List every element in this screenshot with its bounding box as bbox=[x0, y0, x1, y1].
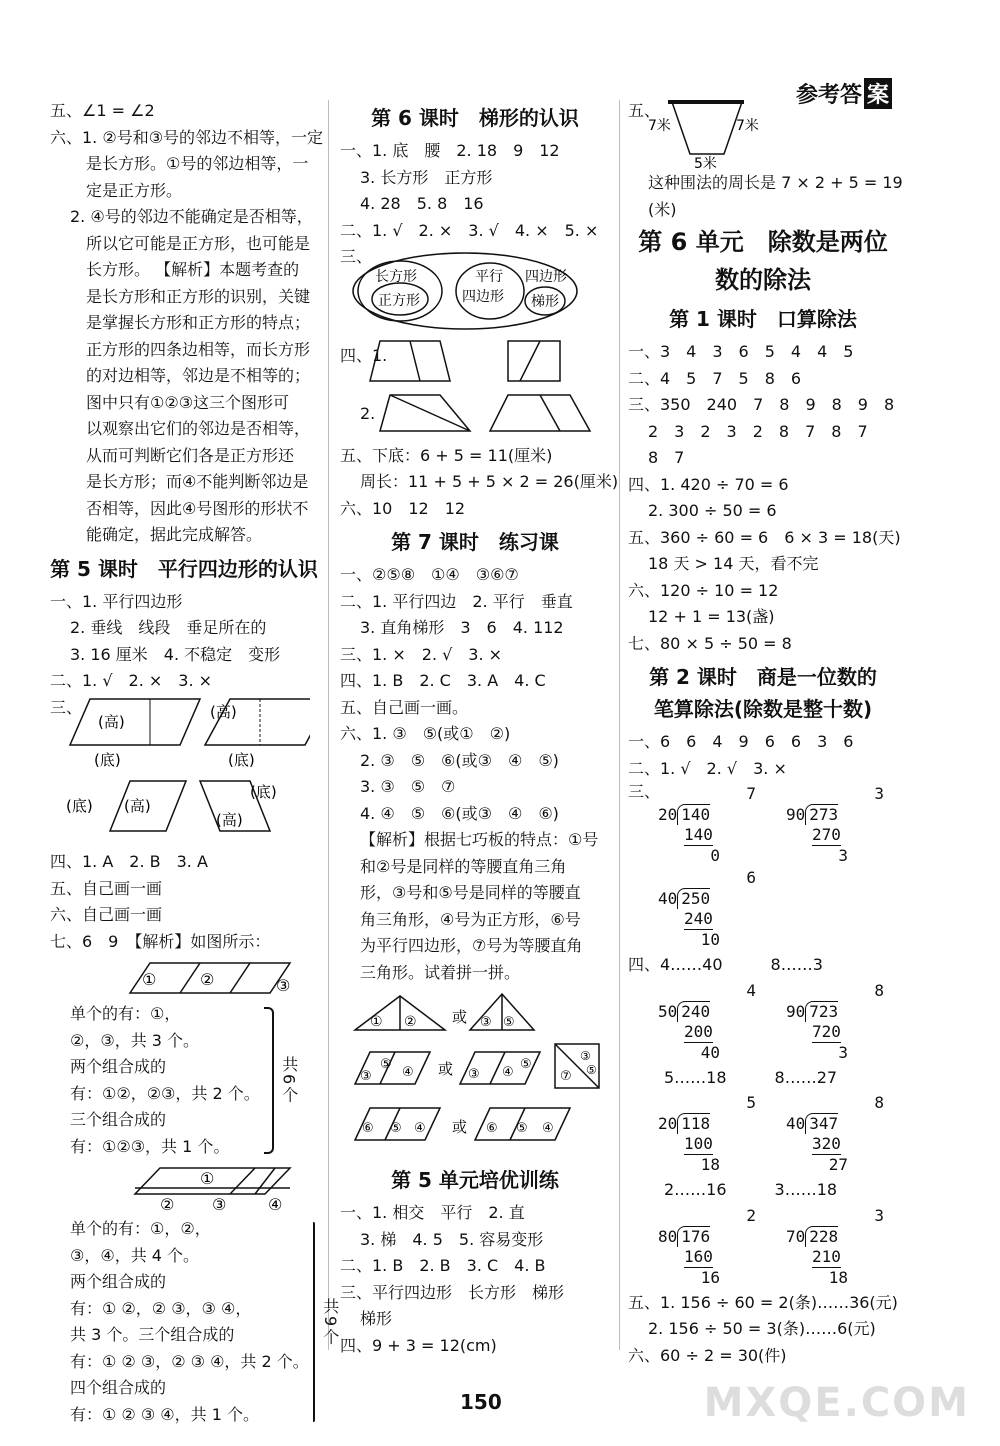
long-division-row bbox=[628, 1206, 898, 1288]
tangram-figures bbox=[340, 990, 610, 1160]
text-line: 四、1. bbox=[340, 345, 388, 365]
text-line: 4. ④ ⑤ ⑥(或③ ④ ⑥) bbox=[360, 803, 559, 823]
text-line: ③，④，共 4 个。 bbox=[70, 1245, 200, 1265]
divisor: 40 bbox=[786, 1114, 806, 1133]
product: 320 bbox=[812, 1134, 841, 1153]
text-line: 3. 16 厘米 4. 不稳定 变形 bbox=[70, 644, 281, 664]
venn-label: 长方形 bbox=[375, 268, 417, 285]
quotient: 3 bbox=[874, 1205, 884, 1225]
quotient: 4 bbox=[746, 980, 756, 1000]
remainder: 18 bbox=[828, 1267, 848, 1287]
header-title: 参考答 案 bbox=[796, 78, 892, 109]
or-label: 或 bbox=[452, 1008, 468, 1026]
text-line: 六、120 ÷ 10 = 12 bbox=[628, 580, 779, 600]
region-label: ③ bbox=[212, 1195, 227, 1212]
divisor: 40 bbox=[658, 889, 678, 908]
product: 270 bbox=[812, 825, 841, 844]
text-line: 是长方形；而④不能判断邻边是 bbox=[86, 472, 309, 491]
divisor-dividend bbox=[786, 804, 886, 825]
divisor-dividend bbox=[786, 1226, 886, 1247]
count-group-2 bbox=[50, 1216, 340, 1428]
dividend: 140 bbox=[677, 804, 710, 825]
text-line: 六、60 ÷ 2 = 30(件) bbox=[628, 1345, 787, 1365]
long-division bbox=[658, 868, 758, 950]
column-2 bbox=[340, 98, 619, 1359]
text-line: 四、1. A 2. B 3. A bbox=[50, 852, 208, 871]
text-line: 一、1. 底 腰 2. 18 9 12 bbox=[340, 141, 560, 160]
or-label: 或 bbox=[438, 1060, 454, 1078]
region-label: ① bbox=[142, 970, 157, 989]
divisor-dividend bbox=[658, 804, 758, 825]
trapezoid-figures bbox=[340, 335, 610, 443]
text-line: 四、1. 420 ÷ 70 = 6 bbox=[628, 474, 789, 494]
text-line: 有：① ② ③，② ③ ④，共 2 个。 bbox=[70, 1351, 309, 1371]
product-line bbox=[786, 1134, 886, 1155]
long-division bbox=[786, 1206, 886, 1288]
text-line: 的对边相等，邻边是不相等的； bbox=[86, 366, 311, 385]
or-label: 或 bbox=[452, 1118, 468, 1136]
text-line: 2. 垂线 线段 垂足所在的 bbox=[70, 618, 267, 637]
product-line bbox=[786, 1022, 886, 1043]
tangram-piece-label: ⑥ bbox=[486, 1121, 498, 1136]
tangram-piece-label: ③ bbox=[480, 1015, 492, 1030]
base-label: (底) bbox=[250, 783, 277, 801]
text-line: 六、10 12 12 bbox=[340, 498, 466, 518]
product-line bbox=[658, 1247, 758, 1268]
product: 240 bbox=[684, 909, 713, 928]
remainder: 16 bbox=[700, 1267, 720, 1287]
text-line: 有：①②③，共 1 个。 bbox=[70, 1136, 230, 1156]
product: 160 bbox=[684, 1246, 713, 1266]
product: 720 bbox=[812, 1021, 841, 1041]
text-line: 五、1. 156 ÷ 60 = 2(条)……36(元) bbox=[628, 1292, 898, 1312]
quotient: 3 bbox=[874, 784, 884, 803]
text-line: 这种围法的周长是 7 × 2 + 5 = 19 bbox=[648, 173, 903, 192]
remainder: 10 bbox=[700, 930, 720, 949]
text-line: 二、1. √ 2. √ 3. × bbox=[628, 758, 787, 778]
quotient: 8 bbox=[874, 1093, 884, 1112]
tangram-piece-label: ⑤ bbox=[503, 1015, 515, 1030]
text-line: 有：① ②，② ③，③ ④， bbox=[70, 1298, 252, 1318]
dividend: 347 bbox=[805, 1113, 838, 1134]
text-line: 从而可判断它们各是正方形还 bbox=[86, 445, 295, 465]
text-line: 二、4 5 7 5 8 6 bbox=[628, 368, 802, 388]
height-label: (高) bbox=[98, 713, 125, 731]
column-divider bbox=[619, 100, 620, 1350]
dividend: 250 bbox=[677, 888, 710, 909]
venn-label: 四边形 bbox=[525, 268, 567, 285]
text-line: 二、1. √ 2. × 3. √ 4. × 5. × bbox=[340, 220, 599, 240]
dividend: 176 bbox=[677, 1226, 710, 1247]
text-line: 长方形。 【解析】本题考查的 bbox=[86, 260, 300, 279]
text-line: 为平行四边形，⑦号为等腰直角 bbox=[360, 936, 583, 955]
remainder: 3 bbox=[838, 846, 848, 865]
dividend: 723 bbox=[805, 1001, 838, 1022]
divisor: 90 bbox=[786, 805, 806, 824]
text-line: 以观察出它们的邻边是否相等， bbox=[86, 419, 311, 438]
base-label: (底) bbox=[94, 751, 121, 769]
text-line: 五、360 ÷ 60 = 6 6 × 3 = 18(天) bbox=[628, 527, 901, 547]
brace bbox=[264, 1007, 274, 1154]
fence-side-label: 7米 bbox=[648, 118, 671, 134]
product-line bbox=[786, 1247, 886, 1268]
text-line: 六、1. ③ ⑤(或① ②) bbox=[340, 724, 511, 743]
text-line: 12 + 1 = 13(盏) bbox=[648, 607, 775, 626]
divisor: 50 bbox=[658, 1001, 678, 1021]
section-title: 第 7 课时 练习课 bbox=[391, 530, 559, 554]
product-line bbox=[658, 825, 758, 846]
region-label: ② bbox=[160, 1195, 175, 1212]
header-title-box: 案 bbox=[864, 78, 892, 109]
quotient: 5 bbox=[746, 1093, 756, 1112]
product: 100 bbox=[684, 1134, 713, 1153]
text-line: 一、②⑤⑧ ①④ ③⑥⑦ bbox=[340, 565, 519, 584]
divisor: 80 bbox=[658, 1226, 678, 1246]
text-line: 形，③号和⑤号是同样的等腰直 bbox=[360, 883, 581, 902]
dividend: 118 bbox=[677, 1113, 710, 1134]
text-line: ②，③，共 3 个。 bbox=[70, 1030, 200, 1050]
tangram-piece-label: ⑦ bbox=[560, 1069, 572, 1084]
divisor-dividend bbox=[658, 888, 758, 909]
column-3: 五、 7米 7米 5米 这种围法的周长是 7 × 2 + 5 = 19 (米) 第 6 单元 除数是两位 数的除法 第 1 课时 口算除法 一、3 4 3 6 5 4 4 5 二、4 5 7 5 8 6 三、350 240 7 8 9 8 9 8 2 3 2 3 2 8 7 8 7 8 7 四、1. 420 ÷ 70 = 6 2. 300 ÷ 50 = 6 五、360 ÷ 60 = 6 6 × 3 = 18(天) 18 天 > 14 天，看不完 六、120 ÷ 10 = 12 12 + 1 = 13(盏) 七、80 × 5 ÷ 50 = 8 第 2 课时 商是一位数的 笔算除法(除数是整十数) 一、6 6 4 9 6 6 3 6 二、1. √ 2. √ 3. × 三、 7 20 140 140 0 3 90 273 270 3 6 40 250 240 10 四、4……40 8……3 4 50 240 200 40 8 90 723 720 3 5……18 8……27 5 20 118 100 18 8 40 347 320 27 2……16 3……18 2 80 176 160 16 3 70 228 210 18 五、1. 156 ÷ 60 = 2(条)……36(元) 2. 156 ÷ 50 = 3(条)……6(元) 六、60 ÷ 2 = 30(件) bbox=[628, 98, 898, 1369]
divisor-dividend bbox=[658, 1113, 758, 1134]
tangram-piece-label: ③ bbox=[580, 1049, 591, 1063]
divisor-dividend bbox=[658, 1001, 758, 1022]
text-line: 4. 28 5. 8 16 bbox=[360, 194, 484, 213]
unit-title: 数的除法 bbox=[715, 266, 811, 294]
product: 210 bbox=[812, 1246, 841, 1266]
parallelogram-count-figure-1 bbox=[50, 959, 310, 997]
text-line: 五、 bbox=[628, 101, 661, 120]
divisor: 70 bbox=[786, 1226, 806, 1246]
text-line: 有：①②，②③，共 2 个。 bbox=[70, 1083, 260, 1103]
text-line: 是长方形。①号的邻边相等，一 bbox=[86, 154, 309, 173]
quotient: 6 bbox=[746, 868, 756, 887]
tangram-piece-label: ⑤ bbox=[516, 1121, 528, 1136]
section-title: 第 1 课时 口算除法 bbox=[669, 307, 857, 331]
text-line: (米) bbox=[648, 199, 677, 219]
text-line: 三、 bbox=[50, 697, 83, 717]
text-line: 共 3 个。三个组合成的 bbox=[70, 1325, 235, 1344]
venn-label: 四边形 bbox=[462, 288, 504, 305]
text-line: 三、350 240 7 8 9 8 9 8 bbox=[628, 395, 895, 414]
height-label: (高) bbox=[124, 797, 151, 815]
text-line: 2. ③ ⑤ ⑥(或③ ④ ⑤) bbox=[360, 750, 559, 770]
long-division bbox=[786, 1093, 886, 1175]
section-title: 第 5 单元培优训练 bbox=[391, 1168, 559, 1192]
long-division bbox=[786, 784, 886, 866]
text-line: 五、自己画一画。 bbox=[340, 697, 469, 717]
fence-side-label: 5米 bbox=[694, 156, 717, 170]
trapezoid-split-figure bbox=[340, 335, 600, 443]
text-line: 单个的有：①，②， bbox=[70, 1219, 211, 1238]
text-line: 五、自己画一画 bbox=[50, 878, 163, 898]
dividend: 273 bbox=[805, 804, 838, 825]
long-division bbox=[658, 1093, 758, 1175]
text-line: 2. 156 ÷ 50 = 3(条)……6(元) bbox=[648, 1319, 876, 1338]
divisor-dividend bbox=[786, 1113, 886, 1134]
divisor: 20 bbox=[658, 805, 678, 824]
text-line: 三个组合成的 bbox=[70, 1110, 167, 1129]
text-line: 三、平行四边形 长方形 梯形 bbox=[340, 1282, 565, 1302]
text-line: 定是正方形。 bbox=[86, 180, 183, 200]
text-line: 3. 长方形 正方形 bbox=[360, 167, 493, 187]
text-line: 七、80 × 5 ÷ 50 = 8 bbox=[628, 633, 792, 653]
tangram-piece-label: ⑤ bbox=[520, 1057, 532, 1072]
tangram-piece-label: ③ bbox=[360, 1069, 372, 1084]
product: 200 bbox=[684, 1021, 713, 1041]
section-title: 第 5 课时 平行四边形的认识 bbox=[50, 556, 318, 581]
tangram-piece-label: ④ bbox=[414, 1121, 426, 1136]
long-division bbox=[658, 1206, 758, 1288]
text-line: 五、下底：6 + 5 = 11(厘米) bbox=[340, 445, 553, 465]
text-line: 一、3 4 3 6 5 4 4 5 bbox=[628, 342, 854, 361]
text-line: 2. bbox=[360, 403, 376, 423]
base-label: (底) bbox=[66, 797, 93, 815]
text-line: 一、1. 相交 平行 2. 直 bbox=[340, 1203, 525, 1222]
page-number: 150 bbox=[460, 1390, 502, 1414]
text-line: 【解析】根据七巧板的特点：①号 bbox=[360, 830, 599, 849]
remainder: 40 bbox=[700, 1042, 720, 1062]
text-line: 三、1. × 2. √ 3. × bbox=[340, 644, 503, 664]
tangram-piece-label: ③ bbox=[468, 1067, 480, 1082]
region-label: ③ bbox=[276, 976, 291, 995]
divisor: 90 bbox=[786, 1001, 806, 1021]
text-line: 角三角形，④号为正方形，⑥号 bbox=[360, 909, 581, 929]
text-line: 周长：11 + 5 + 5 × 2 = 26(厘米) bbox=[360, 472, 619, 491]
section-title: 第 6 课时 梯形的认识 bbox=[371, 106, 579, 130]
column-divider bbox=[328, 100, 329, 1350]
text-line: 五、∠1 = ∠2 bbox=[50, 101, 155, 120]
venn-label: 正方形 bbox=[378, 292, 420, 309]
long-division bbox=[786, 981, 886, 1063]
remainder: 3 bbox=[838, 1042, 848, 1062]
text-line: 二、1. B 2. B 3. C 4. B bbox=[340, 1256, 546, 1275]
watermark: MXQE.COM bbox=[703, 1380, 970, 1426]
quotient: 7 bbox=[746, 784, 756, 803]
text-line: 2……16 3……18 bbox=[664, 1180, 838, 1199]
height-label: (高) bbox=[216, 811, 243, 829]
remainder: 27 bbox=[828, 1155, 848, 1174]
section-title: 第 2 课时 商是一位数的 bbox=[649, 665, 877, 689]
tangram-piece-label: ④ bbox=[542, 1121, 554, 1136]
divisor: 20 bbox=[658, 1114, 678, 1133]
quadrilateral-venn-diagram bbox=[340, 251, 600, 331]
text-line: 二、1. √ 2. × 3. × bbox=[50, 671, 213, 690]
text-line: 2. ④号的邻边不能确定是否相等， bbox=[70, 207, 313, 226]
product-line bbox=[658, 1022, 758, 1043]
text-line: 四、9 + 3 = 12(cm) bbox=[340, 1335, 497, 1355]
fence-trapezoid-figure bbox=[628, 98, 868, 170]
tangram-piece-label: ⑥ bbox=[362, 1121, 374, 1136]
tangram-piece-label: ② bbox=[404, 1014, 417, 1030]
text-line: 所以它可能是正方形，也可能是 bbox=[86, 233, 311, 253]
text-line: 2. 300 ÷ 50 = 6 bbox=[648, 501, 777, 520]
long-division-row bbox=[628, 868, 898, 950]
quotient: 2 bbox=[746, 1205, 756, 1225]
parallelogram-height-figure bbox=[50, 695, 310, 845]
height-label: (高) bbox=[210, 703, 237, 721]
region-label: ① bbox=[200, 1169, 215, 1188]
text-line: 一、1. 平行四边形 bbox=[50, 591, 183, 611]
text-line: 一、6 6 4 9 6 6 3 6 bbox=[628, 732, 854, 751]
text-line: 四、1. B 2. C 3. A 4. C bbox=[340, 671, 546, 690]
tangram-piece-label: ⑤ bbox=[586, 1063, 597, 1077]
text-line: 和②号是同样的等腰直角三角 bbox=[360, 856, 567, 876]
unit-title: 第 6 单元 除数是两位 bbox=[638, 228, 888, 256]
total-label: 共9个 bbox=[320, 1297, 340, 1347]
text-line: 单个的有：①， bbox=[70, 1004, 181, 1023]
long-division-row bbox=[628, 981, 898, 1063]
column-1 bbox=[50, 98, 340, 1428]
text-line: 三角形。试着拼一拼。 bbox=[360, 962, 521, 982]
text-line: 四、4……40 8……3 bbox=[628, 955, 823, 974]
text-line: 3. 梯 4. 5 5. 容易变形 bbox=[360, 1229, 544, 1249]
remainder: 18 bbox=[700, 1155, 720, 1174]
text-line: 图中只有①②③这三个图形可 bbox=[86, 392, 290, 412]
text-line: 七、6 9 【解析】如图所示： bbox=[50, 931, 271, 951]
text-line: 有：① ② ③ ④，共 1 个。 bbox=[70, 1404, 259, 1424]
product-line bbox=[658, 1134, 758, 1155]
text-line: 3. ③ ⑤ ⑦ bbox=[360, 777, 456, 796]
total-label: 共6个 bbox=[279, 1056, 299, 1105]
dividend: 228 bbox=[805, 1226, 838, 1247]
product-line bbox=[786, 825, 886, 846]
text-line: 8 7 bbox=[648, 448, 685, 467]
text-line: 2 3 2 3 2 8 7 8 7 bbox=[648, 421, 868, 441]
base-label: (底) bbox=[228, 751, 255, 769]
text-line: 是长方形和正方形的识别，关键 bbox=[86, 286, 311, 306]
fence-side-label: 7米 bbox=[736, 118, 759, 134]
region-label: ④ bbox=[268, 1195, 283, 1212]
text-line: 两个组合成的 bbox=[70, 1272, 167, 1291]
product-line bbox=[658, 909, 758, 930]
dividend: 240 bbox=[677, 1001, 710, 1022]
text-line: 3. 直角梯形 3 6 4. 112 bbox=[360, 618, 564, 637]
venn-label: 梯形 bbox=[531, 293, 559, 310]
long-division-row bbox=[628, 1093, 898, 1175]
fence-problem bbox=[628, 98, 898, 170]
long-division-row bbox=[628, 784, 898, 866]
venn-label: 平行 bbox=[475, 268, 503, 285]
text-line: 梯形 bbox=[360, 1309, 393, 1328]
product: 140 bbox=[684, 825, 713, 844]
tangram-piece-label: ④ bbox=[502, 1065, 514, 1080]
long-division bbox=[658, 981, 758, 1063]
text-line: 四个组合成的 bbox=[70, 1378, 167, 1397]
remainder: 0 bbox=[710, 846, 720, 865]
quotient: 8 bbox=[874, 980, 884, 1000]
text-line: 能确定，据此完成解答。 bbox=[86, 525, 263, 544]
parallelogram-count-figure-2 bbox=[50, 1164, 310, 1212]
brace bbox=[313, 1222, 315, 1422]
divisor-dividend bbox=[658, 1226, 758, 1247]
text-line: 否相等，因此④号图形的形状不 bbox=[86, 498, 309, 518]
text-line: 18 天 > 14 天，看不完 bbox=[648, 554, 819, 573]
text-line: 5……18 8……27 bbox=[664, 1067, 838, 1087]
text-line: 正方形的四条边相等，而长方形 bbox=[86, 339, 311, 359]
text-line: 六、1. ②号和③号的邻边不相等，一定 bbox=[50, 127, 324, 147]
section-title: 笔算除法(除数是整十数) bbox=[653, 697, 873, 721]
divisor-dividend bbox=[786, 1001, 886, 1022]
text-line: 三、 bbox=[340, 247, 373, 266]
text-line: 是掌握长方形和正方形的特点； bbox=[86, 313, 311, 332]
tangram-piece-label: ④ bbox=[402, 1065, 414, 1080]
text-line: 六、自己画一画 bbox=[50, 905, 163, 924]
tangram-piece-label: ① bbox=[370, 1014, 383, 1030]
tangram-piece-label: ⑤ bbox=[380, 1057, 392, 1072]
text-line: 两个组合成的 bbox=[70, 1057, 167, 1076]
region-label: ② bbox=[200, 970, 215, 989]
count-group-1 bbox=[50, 1001, 318, 1160]
long-division bbox=[658, 784, 758, 866]
text-line: 二、1. 平行四边 2. 平行 垂直 bbox=[340, 591, 573, 611]
tangram-piece-label: ⑤ bbox=[390, 1121, 402, 1136]
